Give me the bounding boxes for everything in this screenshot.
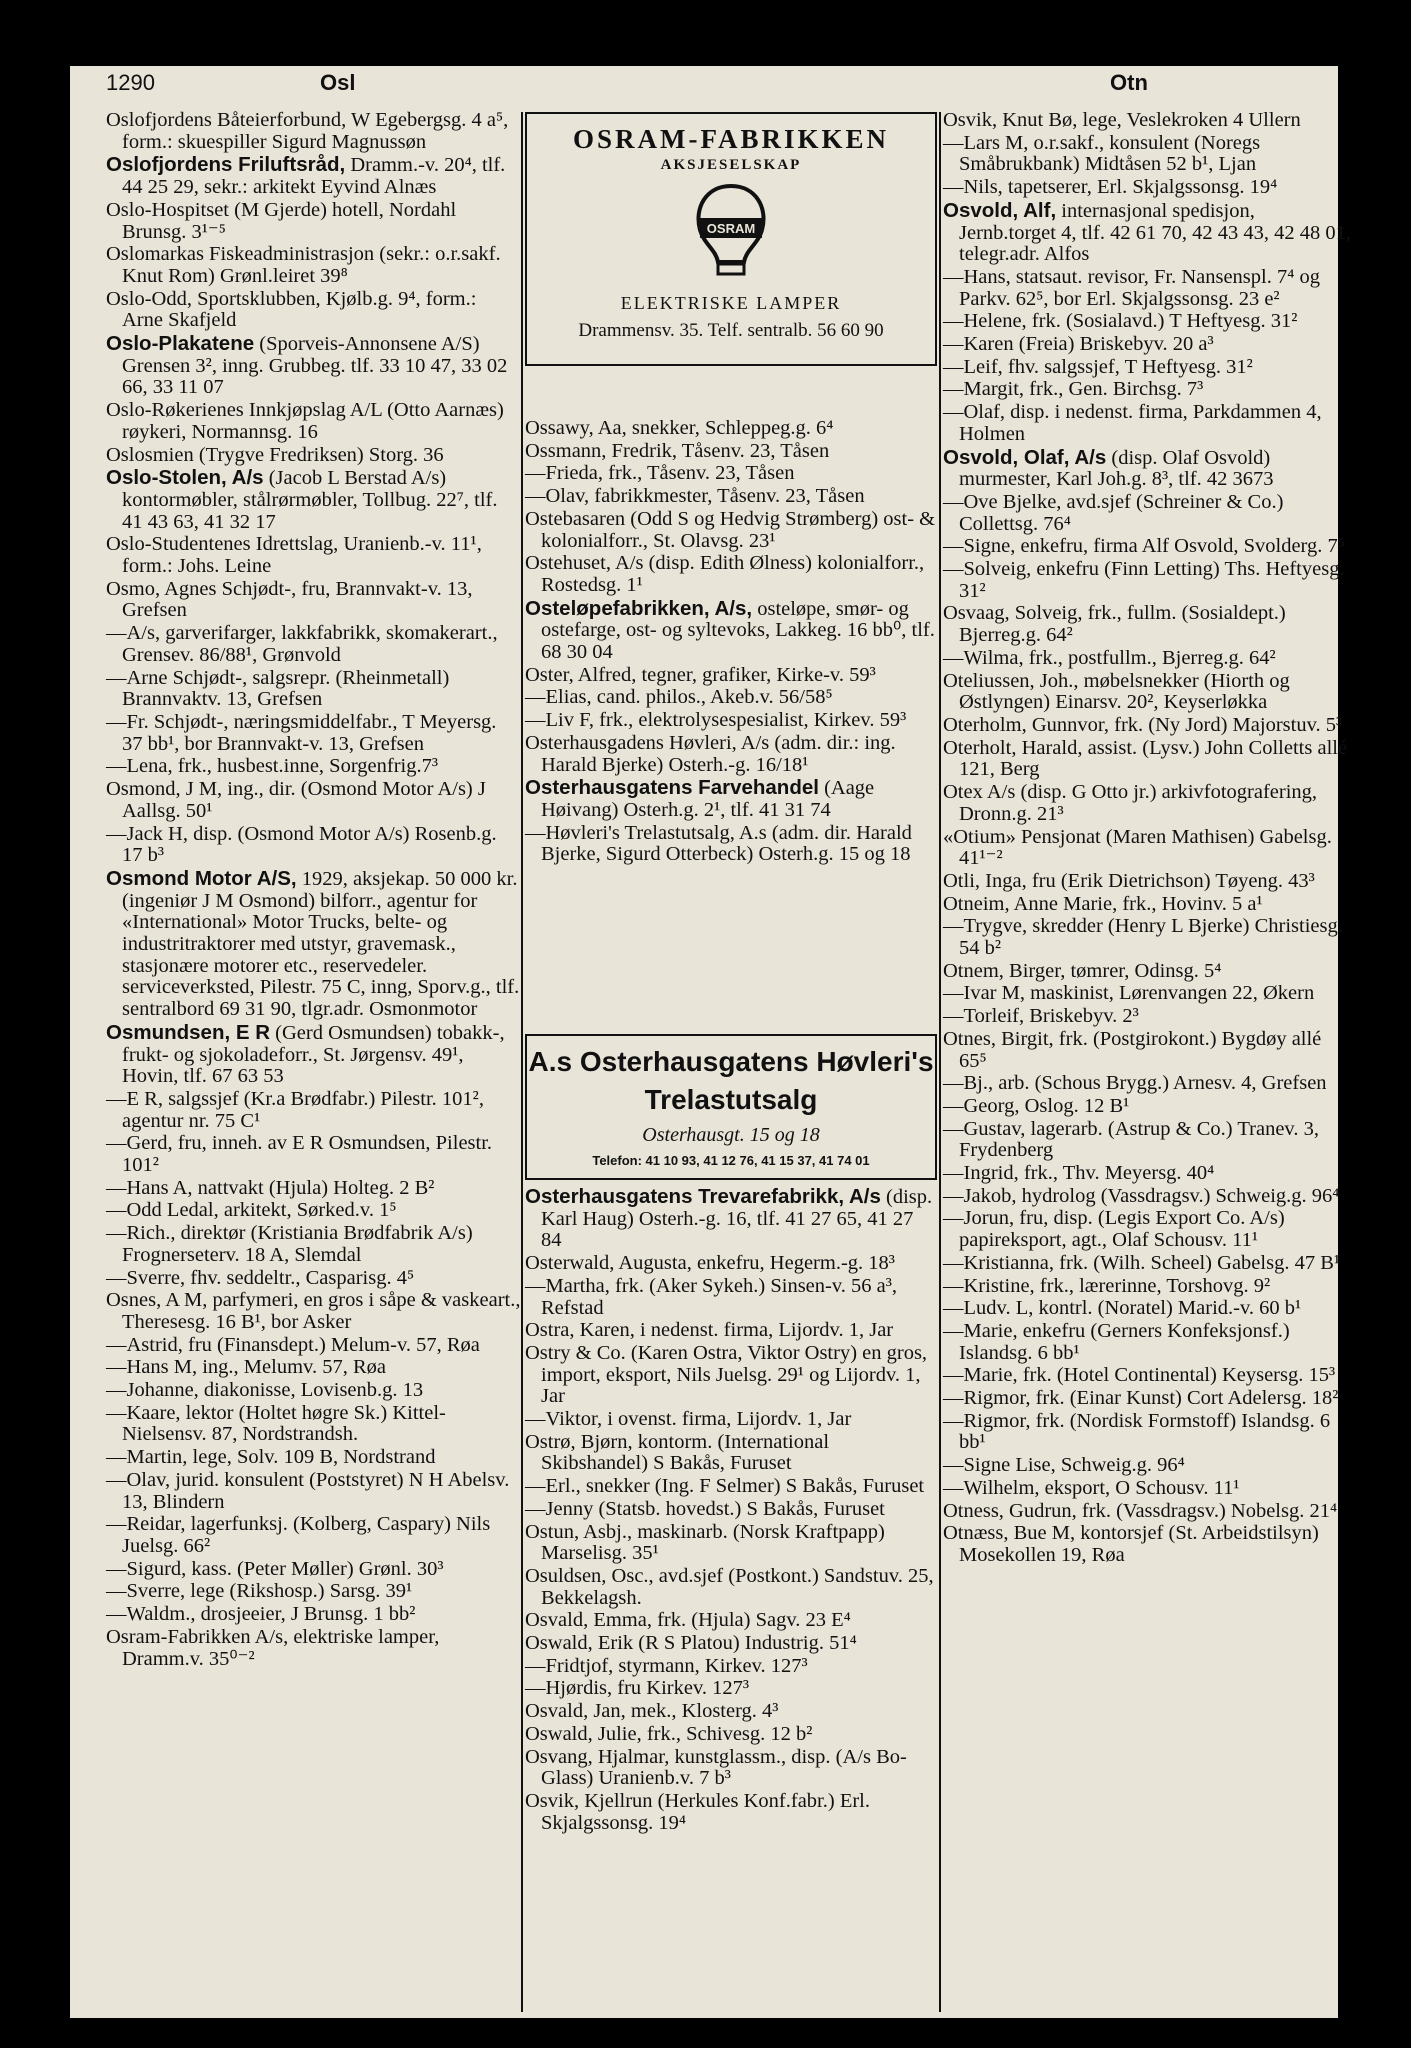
entry-text: Osterwald, Augusta, enkefru, Hegerm.-g. 18³: [525, 1252, 895, 1275]
column-2: [525, 418, 937, 867]
directory-entry: [943, 492, 1353, 535]
directory-entry: [943, 961, 1353, 983]
directory-entry: [106, 1380, 521, 1402]
entry-name: Oslo-Plakatene: [106, 332, 255, 356]
page-number: 1290: [106, 70, 155, 95]
entry-text: —Jack H, disp. (Osmond Motor A/s) Rosenb.g. 17 b³: [106, 822, 497, 867]
entry-text: —Liv F, frk., elektrolysespesialist, Kirkev. 59³: [525, 709, 907, 732]
directory-entry: [943, 894, 1353, 916]
entry-text: —Rigmor, frk. (Nordisk Formstoff) Islandsg. 6 bb¹: [943, 1409, 1331, 1454]
directory-entry: [106, 467, 521, 533]
entry-text: Oslosmien (Trygve Fredriksen) Storg. 36: [106, 443, 444, 466]
directory-entry: [943, 1006, 1353, 1028]
directory-entry: [943, 357, 1353, 379]
hovleri-ad-line2: Trelastutsalg: [644, 1084, 818, 1115]
entry-text: Osmo, Agnes Schjødt-, fru, Brannvakt-v. 13, Grefsen: [106, 577, 473, 622]
entry-text: —Gerd, fru, inneh. av E R Osmundsen, Pilestr. 101²: [106, 1132, 493, 1177]
entry-text: Osvik, Kjellrun (Herkules Konf.fabr.) Erl. Skjalgssonsg. 19⁴: [525, 1789, 870, 1834]
directory-entry: [943, 827, 1353, 870]
directory-entry: [525, 1701, 937, 1723]
entry-text: —Sverre, lege (Rikshosp.) Sarsg. 39¹: [106, 1580, 413, 1603]
entry-text: —Leif, fhv. salgssjef, T Heftyesg. 31²: [943, 355, 1253, 378]
entry-text: —Viktor, i ovenst. firma, Lijordv. 1, Jar: [525, 1408, 852, 1431]
entry-text: (Jacob L Berstad A/s) kontormøbler, stålrørmøbler, Tollbug. 22⁷, tlf. 41 43 63, 41 32 17: [122, 467, 498, 533]
directory-entry: [106, 868, 521, 1021]
entry-text: —Trygve, skredder (Henry L Bjerke) Christiesg. 54 b²: [943, 915, 1343, 960]
entry-text: Oswald, Erik (R S Platou) Industrig. 51⁴: [525, 1632, 857, 1655]
directory-entry: [106, 1223, 521, 1266]
directory-entry: [943, 1523, 1353, 1566]
entry-text: Osram-Fabrikken A/s, elektriske lamper, Dramm.v. 35⁰⁻²: [106, 1625, 440, 1670]
directory-entry: [525, 598, 937, 664]
directory-entry: [943, 603, 1353, 646]
entry-text: —Nils, tapetserer, Erl. Skjalgssonsg. 19⁴: [943, 176, 1278, 199]
directory-entry: [943, 177, 1353, 199]
entry-text: Oterholt, Harald, assist. (Lysv.) John Colletts allé 121, Berg: [943, 736, 1348, 781]
entry-text: —Marie, enkefru (Gerners Konfeksjonsf.) Islandsg. 6 bb¹: [943, 1319, 1290, 1364]
entry-name: Osteløpefabrikken, A/s,: [525, 596, 753, 620]
entry-text: —Bj., arb. (Schous Brygg.) Arnesv. 4, Grefsen: [943, 1072, 1327, 1095]
entry-text: —Signe, enkefru, firma Alf Osvold, Svolderg. 7⁵: [943, 535, 1345, 558]
directory-entry: [943, 1388, 1353, 1410]
entry-text: —Odd Ledal, arkitekt, Sørked.v. 1⁵: [106, 1199, 397, 1222]
entry-text: —Kristine, frk., lærerinne, Torshovg. 9²: [943, 1274, 1271, 1297]
entry-text: —Gustav, lagerarb. (Astrup & Co.) Tranev. 3, Frydenberg: [943, 1117, 1319, 1162]
entry-text: —Hjørdis, fru Kirkev. 127³: [525, 1677, 750, 1700]
directory-entry: [943, 1298, 1353, 1320]
directory-entry: [943, 1208, 1353, 1251]
directory-entry: [525, 1747, 937, 1790]
entry-text: —Jakob, hydrolog (Vassdragsv.) Schweig.g. 96⁴: [943, 1184, 1340, 1207]
directory-entry: [525, 777, 937, 821]
directory-entry: [943, 110, 1353, 132]
entry-text: —Fr. Schjødt-, næringsmiddelfabr., T Meyersg. 37 bb¹, bor Brannvakt-v. 13, Grefsen: [106, 710, 497, 755]
entry-text: —Margit, frk., Gen. Birchsg. 7³: [943, 378, 1204, 401]
entry-text: —Elias, cand. philos., Akeb.v. 56/58⁵: [525, 686, 833, 709]
osram-ad-tagline: ELEKTRISKE LAMPER: [620, 293, 842, 313]
entry-name: Osterhausgatens Trevarefabrikk, A/s: [525, 1185, 881, 1208]
entry-text: —Lars M, o.r.sakf., konsulent (Noregs Småbrukbank) Midtåsen 52 b¹, Ljan: [943, 131, 1261, 176]
left-guide-word: Osl: [320, 70, 356, 95]
directory-entry: [106, 1133, 521, 1176]
entry-name: Osterhausgatens Farvehandel: [525, 776, 819, 800]
directory-entry: [525, 1724, 937, 1746]
entry-text: —Frieda, frk., Tåsenv. 23, Tåsen: [525, 462, 795, 485]
entry-text: —Jorun, fru, disp. (Legis Export Co. A/s) papireksport, agt., Olaf Schousv. 11¹: [943, 1207, 1285, 1252]
directory-entry: [106, 1559, 521, 1581]
entry-text: —Wilma, frk., postfullm., Bjerreg.g. 64²: [943, 646, 1276, 669]
entry-text: Ostry & Co. (Karen Ostra, Viktor Ostry) en gros, import, eksport, Nils Juelsg. 29¹ og Lijordv. 1, Jar: [525, 1341, 928, 1408]
directory-entry: [525, 1432, 937, 1475]
directory-entry: [943, 1186, 1353, 1208]
entry-text: —Rich., direktør (Kristiania Brødfabrik A/s) Frognerseterv. 18 A, Slemdal: [106, 1222, 473, 1266]
entry-text: —Jenny (Statsb. hovedst.) S Bakås, Furuset: [525, 1497, 885, 1520]
entry-name: Oslofjordens Friluftsråd,: [106, 153, 346, 177]
directory-entry: [106, 712, 521, 755]
hovleri-ad-phones: Telefon: 41 10 93, 41 12 76, 41 15 37, 41 74 01: [592, 1153, 870, 1168]
entry-text: Oslofjordens Båteierforbund, W Egebergsg. 4 a⁵, form.: skuespiller Sigurd Magnussøn: [106, 109, 509, 153]
entry-text: —Olaf, disp. i nedenst. firma, Parkdammen 4, Holmen: [943, 401, 1322, 445]
entry-text: —Wilhelm, eksport, O Schousv. 11¹: [943, 1476, 1240, 1499]
entry-text: Ostehuset, A/s (disp. Edith Ølness) kolonialforr., Rostedsg. 1¹: [525, 552, 925, 596]
entry-text: Osvald, Emma, frk. (Hjula) Sagv. 23 E⁴: [525, 1609, 851, 1632]
entry-text: —Ingrid, frk., Thv. Meyersg. 40⁴: [943, 1162, 1215, 1185]
directory-entry: [943, 983, 1353, 1005]
directory-entry: [106, 333, 521, 399]
directory-entry: [525, 441, 937, 463]
directory-entry: [106, 1447, 521, 1469]
entry-text: Dramm.-v. 20⁴, tlf. 44 25 29, sekr.: arkitekt Eyvind Alnæs: [122, 154, 506, 199]
entry-text: Oslo-Hospitset (M Gjerde) hotell, Nordahl Brunsg. 3¹⁻⁵: [106, 198, 457, 243]
directory-entry: [943, 1411, 1353, 1454]
entry-text: Oswald, Julie, frk., Schivesg. 12 b²: [525, 1722, 813, 1745]
directory-entry: [943, 379, 1353, 401]
entry-name: Osmundsen, E R: [106, 1020, 271, 1044]
directory-entry: [943, 200, 1353, 266]
entry-text: Otness, Gudrun, frk. (Vassdragsv.) Nobelsg. 21⁴: [943, 1499, 1338, 1522]
entry-text: (Aage Høivang) Osterh.g. 2¹, tlf. 41 31 74: [541, 777, 875, 821]
directory-entry: [943, 1501, 1353, 1523]
entry-text: —Waldm., drosjeeier, J Brunsg. 1 bb²: [106, 1603, 416, 1626]
entry-text: —Olav, jurid. konsulent (Poststyret) N H Abelsv. 13, Blindern: [106, 1468, 510, 1513]
directory-entry: [106, 534, 521, 577]
entry-text: —Georg, Oslog. 12 B¹: [943, 1094, 1130, 1117]
entry-text: —Ludv. L, kontrl. (Noratel) Marid.-v. 60 b¹: [943, 1297, 1302, 1320]
entry-text: —Signe Lise, Schweig.g. 96⁴: [943, 1454, 1185, 1477]
directory-entry: [943, 671, 1353, 714]
directory-entry: [106, 400, 521, 443]
entry-text: Oslo-Røkerienes Innkjøpslag A/L (Otto Aarnæs) røykeri, Normannsg. 16: [106, 399, 504, 443]
entry-text: Osterhausgadens Høvleri, A/s (adm. dir.: ing. Harald Bjerke) Osterh.-g. 16/18¹: [525, 731, 896, 776]
directory-entry: [525, 1656, 937, 1678]
directory-entry: [106, 445, 521, 467]
directory-entry: [525, 823, 937, 866]
entry-text: —Høvleri's Trelastutsalg, A.s (adm. dir. Harald Bjerke, Sigurd Otterbeck) Osterh.g. 15 og 18: [525, 821, 912, 866]
hovleri-advertisement: [525, 1034, 937, 1180]
entry-text: —Johanne, diakonisse, Lovisenb.g. 13: [106, 1379, 424, 1402]
entry-text: Ostrø, Bjørn, kontorm. (International Skibshandel) S Bakås, Furuset: [525, 1430, 830, 1475]
directory-entry: [943, 871, 1353, 893]
entry-text: Ossawy, Aa, snekker, Schleppeg.g. 6⁴: [525, 417, 834, 439]
directory-entry: [525, 486, 937, 508]
entry-text: —Fridtjof, styrmann, Kirkev. 127³: [525, 1654, 808, 1677]
entry-text: Otnæss, Bue M, kontorsjef (St. Arbeidstilsyn) Mosekollen 19, Røa: [943, 1522, 1319, 1566]
directory-entry: [106, 1514, 521, 1557]
entry-text: —Sverre, fhv. seddeltr., Casparisg. 4⁵: [106, 1266, 415, 1289]
entry-text: Osvang, Hjalmar, kunstglassm., disp. (A/s Bo-Glass) Uranienb.v. 7 b³: [525, 1745, 907, 1790]
directory-entry: [943, 1455, 1353, 1477]
directory-entry: [525, 1791, 937, 1834]
entry-text: —A/s, garverifarger, lakkfabrikk, skomakerart., Grensev. 86/88¹, Grønvold: [106, 622, 498, 666]
directory-entry: [943, 738, 1353, 781]
directory-entry: [525, 1522, 937, 1565]
directory-entry: [525, 1186, 937, 1252]
directory-entry: [106, 1604, 521, 1626]
entry-text: —Solveig, enkefru (Finn Letting) Ths. Heftyesg. 31²: [943, 558, 1345, 602]
directory-entry: [106, 1178, 521, 1200]
entry-text: —Marie, frk. (Hotel Continental) Keysersg. 15³: [943, 1364, 1336, 1387]
directory-entry: [106, 1357, 521, 1379]
directory-entry: [525, 1343, 937, 1408]
entry-text: —Erl., snekker (Ing. F Selmer) S Bakås, Furuset: [525, 1475, 925, 1498]
entry-text: Otnem, Birger, tømrer, Odinsg. 5⁴: [943, 959, 1222, 982]
entry-text: —Astrid, fru (Finansdept.) Melum-v. 57, Røa: [106, 1333, 480, 1356]
directory-entry: [106, 200, 521, 243]
entry-text: —Torleif, Briskebyv. 2³: [943, 1005, 1139, 1028]
directory-entry: [943, 1276, 1353, 1298]
entry-name: Oslo-Stolen, A/s: [106, 466, 264, 490]
entry-text: Oteliussen, Joh., møbelsnekker (Hiorth og Østlyngen) Einarsv. 20², Keyserløkka: [943, 669, 1290, 714]
directory-entry: [525, 710, 937, 732]
column-1: [106, 110, 521, 1671]
right-guide-word: Otn: [1110, 70, 1148, 95]
osram-ad-subtitle: AKSJESELSKAP: [660, 157, 802, 173]
entry-text: (disp. Olaf Osvold) murmester, Karl Joh.g. 8³, tlf. 42 3673: [959, 446, 1274, 491]
directory-entry: [525, 665, 937, 687]
directory-entry: [106, 1335, 521, 1357]
entry-text: Osvaag, Solveig, frk., fullm. (Sosialdept.) Bjerreg.g. 64²: [943, 602, 1286, 647]
directory-entry: [525, 1678, 937, 1700]
hovleri-ad-line1: A.s Osterhausgatens Høvleri's: [528, 1046, 934, 1077]
entry-name: Osvold, Olaf, A/s: [943, 445, 1107, 469]
column-divider-left: [521, 112, 523, 2012]
directory-entry: [943, 1478, 1353, 1500]
directory-entry: [106, 289, 521, 332]
entry-text: —Hans M, ing., Melumv. 57, Røa: [106, 1356, 386, 1379]
directory-entry: [106, 244, 521, 287]
directory-entry: [943, 1163, 1353, 1185]
entry-text: 1929, aksjekap. 50 000 kr. (ingeniør J M Osmond) bilforr., agentur for «International» Motor Trucks, belte- og industritraktorer med utstyr, gravemask., stasjonære motorer etc., reservedeler. serviceverksted, Pilestr. 75 C, inng, Sporv.g., tlf. sentralbord 69 31 90, tlgr.adr. Osmonmotor: [122, 867, 520, 1021]
osram-advertisement: [525, 112, 937, 366]
entry-text: Otli, Inga, fru (Erik Dietrichson) Tøyeng. 43³: [943, 869, 1315, 892]
osram-bulb-logo-icon: [686, 180, 776, 280]
directory-entry: [943, 267, 1353, 310]
directory-entry: [106, 668, 521, 711]
entry-text: —Rigmor, frk. (Einar Kunst) Cort Adelersg. 18²: [943, 1387, 1339, 1410]
directory-entry: [525, 509, 937, 552]
directory-entry: [943, 1073, 1353, 1095]
entry-text: (Sporveis-Annonsene A/S) Grensen 3², inng. Grubbeg. tlf. 33 10 47, 33 02 66, 33 11 07: [122, 333, 508, 399]
entry-text: —Arne Schjødt-, salgsrepr. (Rheinmetall) Brannvaktv. 13, Grefsen: [106, 666, 450, 711]
directory-entry: [943, 334, 1353, 356]
entry-text: —Sigurd, kass. (Peter Møller) Grønl. 30³: [106, 1557, 444, 1580]
entry-text: Osvald, Jan, mek., Klosterg. 4³: [525, 1700, 779, 1723]
directory-entry: [943, 715, 1353, 737]
directory-entry: [525, 1253, 937, 1275]
entry-text: «Otium» Pensjonat (Maren Mathisen) Gabelsg. 41¹⁻²: [943, 825, 1332, 870]
directory-entry: [106, 1268, 521, 1290]
directory-entry: [106, 110, 521, 153]
entry-name: Osmond Motor A/S,: [106, 866, 297, 890]
entry-text: —E R, salgssjef (Kr.a Brødfabr.) Pilestr. 101², agentur nr. 75 C¹: [106, 1087, 484, 1132]
directory-entry: [943, 1253, 1353, 1275]
directory-entry: [525, 687, 937, 709]
directory-entry: [525, 1409, 937, 1431]
osram-ad-address: Drammensv. 35. Telf. sentralb. 56 60 90: [578, 320, 884, 341]
osram-ad-title: OSRAM-FABRIKKEN: [572, 124, 889, 154]
directory-entry: [943, 648, 1353, 670]
entry-text: Otex A/s (disp. G Otto jr.) arkivfotografering, Dronn.g. 21³: [943, 781, 1318, 825]
directory-entry: [525, 1276, 937, 1319]
directory-entry: [943, 1029, 1353, 1072]
directory-entry: [943, 447, 1353, 491]
directory-entry: [106, 1470, 521, 1513]
entry-text: Ossmann, Fredrik, Tåsenv. 23, Tåsen: [525, 439, 830, 462]
directory-entry: [943, 1119, 1353, 1162]
directory-entry: [106, 579, 521, 622]
directory-entry: [525, 1633, 937, 1655]
entry-text: Osvik, Knut Bø, lege, Veslekroken 4 Ullern: [943, 109, 1301, 131]
directory-entry: [525, 463, 937, 485]
entry-text: Oslo-Studentenes Idrettslag, Uranienb.-v. 11¹, form.: Johs. Leine: [106, 533, 482, 578]
directory-entry: [943, 1365, 1353, 1387]
entry-text: Ostebasaren (Odd S og Hedvig Strømberg) ost- & kolonialforr., St. Olavsg. 23¹: [525, 507, 936, 552]
directory-entry: [943, 133, 1353, 176]
column-divider-right: [939, 112, 941, 2012]
directory-entry: [943, 402, 1353, 445]
directory-entry: [106, 1290, 521, 1333]
directory-entry: [525, 1476, 937, 1498]
directory-entry: [525, 553, 937, 596]
entry-text: Oslomarkas Fiskeadministrasjon (sekr.: o.r.sakf. Knut Rom) Grønl.leiret 39⁸: [106, 243, 501, 287]
entry-text: Oster, Alfred, tegner, grafiker, Kirke-v. 59³: [525, 663, 876, 686]
entry-text: —Olav, fabrikkmester, Tåsenv. 23, Tåsen: [525, 485, 865, 508]
hovleri-ad-address: Osterhausgt. 15 og 18: [642, 1124, 820, 1146]
entry-text: Oslo-Odd, Sportsklubben, Kjølb.g. 9⁴, form.: Arne Skafjeld: [106, 287, 477, 332]
entry-text: (Gerd Osmundsen) tobakk-, frukt- og sjokoladeforr., St. Jørgensv. 49¹, Hovin, tlf. 67 63 53: [122, 1021, 505, 1088]
entry-text: Osuldsen, Osc., avd.sjef (Postkont.) Sandstuv. 25, Bekkelagsh.: [525, 1564, 934, 1609]
entry-text: Osnes, A M, parfymeri, en gros i såpe & vaskeart., Theresesg. 16 B¹, bor Asker: [106, 1289, 521, 1333]
column-3: [943, 110, 1353, 1568]
entry-text: Ostra, Karen, i nedenst. firma, Lijordv. 1, Jar: [525, 1319, 894, 1342]
directory-entry: [943, 311, 1353, 333]
directory-entry: [106, 1200, 521, 1222]
directory-entry: [525, 418, 937, 440]
directory-entry: [525, 1499, 937, 1521]
entry-text: osteløpe, smør- og ostefarge, ost- og syltevoks, Lakkeg. 16 bb⁰, tlf. 68 30 04: [541, 597, 935, 664]
entry-text: —Helene, frk. (Sosialavd.) T Heftyesg. 31²: [943, 310, 1298, 333]
entry-name: Osvold, Alf,: [943, 198, 1057, 222]
directory-entry: [106, 1403, 521, 1446]
entry-text: —Ove Bjelke, avd.sjef (Schreiner & Co.) Collettsg. 76⁴: [943, 490, 1284, 535]
directory-entry: [943, 536, 1353, 558]
directory-entry: [106, 779, 521, 822]
entry-text: —Lena, frk., husbest.inne, Sorgenfrig.7³: [106, 755, 438, 778]
directory-entry: [943, 1321, 1353, 1364]
directory-entry: [525, 733, 937, 776]
column-2-lower: [525, 1186, 937, 1835]
entry-text: —Martin, lege, Solv. 109 B, Nordstrand: [106, 1446, 436, 1469]
directory-entry: [943, 1096, 1353, 1118]
entry-text: —Reidar, lagerfunksj. (Kolberg, Caspary) Nils Juelsg. 66²: [106, 1513, 491, 1557]
entry-text: —Kaare, lektor (Holtet høgre Sk.) Kittel-Nielsensv. 87, Nordstrandsh.: [106, 1401, 446, 1446]
entry-text: Oterholm, Gunnvor, frk. (Ny Jord) Majorstuv. 5³: [943, 713, 1343, 736]
entry-text: internasjonal spedisjon, Jernb.torget 4, tlf. 42 61 70, 42 43 43, 42 48 01, telegr.adr. Alfos: [959, 199, 1351, 266]
directory-entry: [943, 782, 1353, 825]
entry-text: —Martha, frk. (Aker Sykeh.) Sinsen-v. 56 a³, Refstad: [525, 1274, 898, 1319]
entry-text: Otnes, Birgit, frk. (Postgirokont.) Bygdøy allé 65⁵: [943, 1027, 1322, 1072]
osram-logo-text: OSRAM: [706, 221, 756, 236]
entry-text: —Kristianna, frk. (Wilh. Scheel) Gabelsg. 47 B¹: [943, 1251, 1341, 1274]
directory-entry: [106, 756, 521, 778]
directory-entry: [106, 1627, 521, 1670]
directory-entry: [525, 1320, 937, 1342]
entry-text: Ostun, Asbj., maskinarb. (Norsk Kraftpapp) Marselisg. 35¹: [525, 1520, 885, 1565]
directory-entry: [943, 916, 1353, 959]
entry-text: Osmond, J M, ing., dir. (Osmond Motor A/s) J Aallsg. 50¹: [106, 778, 486, 822]
directory-entry: [106, 623, 521, 666]
directory-entry: [106, 1022, 521, 1088]
directory-entry: [525, 1610, 937, 1632]
entry-text: (disp. Karl Haug) Osterh.-g. 16, tlf. 41 27 65, 41 27 84: [541, 1186, 933, 1252]
entry-text: —Hans, statsaut. revisor, Fr. Nansenspl. 7⁴ og Parkv. 62⁵, bor Erl. Skjalgssonsg. 23 e²: [943, 265, 1320, 310]
entry-text: Otneim, Anne Marie, frk., Hovinv. 5 a¹: [943, 892, 1263, 915]
entry-text: —Hans A, nattvakt (Hjula) Holteg. 2 B²: [106, 1176, 435, 1199]
directory-entry: [525, 1566, 937, 1609]
entry-text: —Ivar M, maskinist, Lørenvangen 22, Økern: [943, 982, 1315, 1005]
directory-entry: [106, 154, 521, 198]
directory-entry: [106, 1089, 521, 1132]
directory-entry: [106, 1581, 521, 1603]
directory-entry: [106, 824, 521, 867]
entry-text: —Karen (Freia) Briskebyv. 20 a³: [943, 333, 1214, 356]
directory-entry: [943, 559, 1353, 602]
